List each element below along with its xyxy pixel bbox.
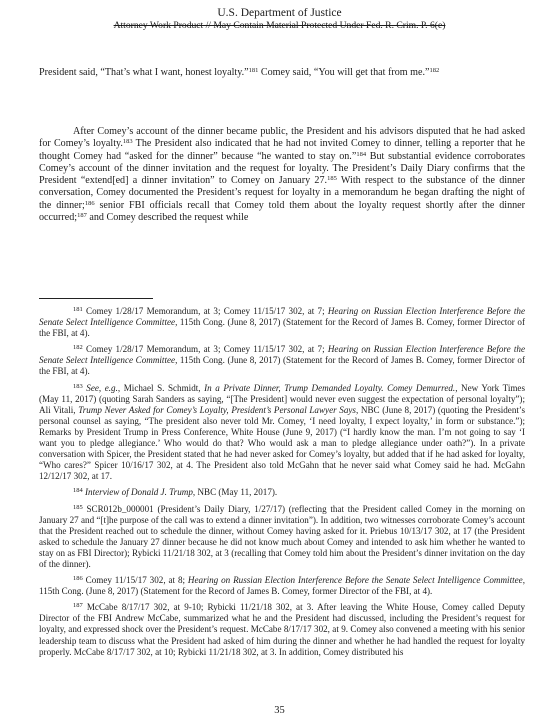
- footnote-text: Comey 11/15/17 302, at 8;: [82, 575, 188, 586]
- privilege-marking-struck: Attorney Work Product // May Contain Material Protected Under Fed. R. Crim. P. 6(e): [113, 20, 446, 31]
- footnote-184: [39, 487, 525, 498]
- footnote-text: , NBC (June 8, 2017) (quoting the President’s personal counsel as saying, “The president also never told Mr. Comey, ‘I need loyalty, I expect loyalty,’ in form or substance.”); Remarks by President Trump in Press Conference, White House (June 9, 2017) (“I hardly know the man. I’m not going to say ‘I want you to pledge allegiance.’ Who would do that? Who would ask a man to pledge allegiance under oath?”). In a private conversation with Spicer, the President stated that he had never asked for Comey’s loyalty, but added that if he had asked for loyalty, “Who cares?” Spicer 10/16/17 302, at 4. The President also told McGahn that he never said what Comey said he had. McGahn 12/12/17 302, at 17.: [39, 404, 525, 482]
- body-text: Comey said, “You will get that from me.”: [258, 67, 430, 78]
- footnote-ref-186: 186: [84, 199, 95, 207]
- footnotes: [39, 306, 525, 663]
- footnote-number: 185: [73, 503, 83, 511]
- body-text: President said, “That’s what I want, honest loyalty.”: [39, 67, 249, 78]
- footnote-text: , 115th Cong. (June 8, 2017) (Statement for the Record of James B. Comey, former Director of the FBI, at 4).: [39, 355, 526, 377]
- footnote-text: , NBC (May 11, 2017).: [192, 487, 278, 498]
- footnote-ref-184: 184: [356, 150, 367, 158]
- footnote-text: Comey 1/28/17 Memorandum, at 3; Comey 11/15/17 302, at 7;: [82, 344, 328, 355]
- page-number: 35: [274, 705, 285, 716]
- footnote-citation-title: Hearing on Russian Election Interference Before the Senate Select Intelligence Committee: [39, 306, 525, 328]
- footnote-ref-185: 185: [327, 175, 337, 183]
- footnote-citation-title: In a Private Dinner, Trump Demanded Loyalty. Comey Demurred.: [204, 382, 456, 393]
- body-text: and Comey described the request while: [86, 212, 249, 224]
- footnote-number: 187: [73, 602, 83, 610]
- footnote-text: , Michael S. Schmidt,: [117, 382, 205, 393]
- department-heading: U.S. Department of Justice: [217, 7, 342, 19]
- footnote-text: , 115th Cong. (June 8, 2017) (Statement for the Record of James B. Comey, former Director of the FBI, at 4).: [39, 317, 526, 339]
- body-text: But substantial evidence corroborates Comey’s account of the dinner invitation and the request for loyalty. The President’s Daily Diary confirms that the President “extend[ed] a dinner invitation” to Comey on January 27.: [39, 150, 525, 187]
- footnote-text: , New York Times (May 11, 2017) (quoting Sarah Sanders as saying, “[The President] would never even suggest the expectation of personal loyalty”); Ali Vitali,: [39, 382, 525, 415]
- footnote-number: 186: [73, 575, 83, 583]
- footnote-ref-181: 181: [248, 67, 259, 74]
- body-text: The President also indicated that he had not invited Comey to dinner, telling a reporter that he thought Comey had “asked for the dinner” because “he wanted to stay on.”: [39, 138, 526, 162]
- footnote-text: SCR012b_000001 (President’s Daily Diary, 1/27/17) (reflecting that the President called Comey in the morning on January 27 and “[t]he purpose of the call was to extend a dinner invitation”). In addition, two witnesses corroborate Comey’s account that the President reached out to schedule the dinner, without Comey having asked for it. Priebus 10/13/17 302, at 17 (the President asked to schedule the January 27 dinner because he did not know much about Comey and intended to ask him whether he wanted to stay on as FBI Director); Rybicki 11/21/18 302, at 3 (recalling that Comey told him about the President’s dinner invitation on the day of the dinner).: [39, 503, 525, 569]
- footnote-187: [39, 602, 525, 657]
- footnote-text: Comey 1/28/17 Memorandum, at 3; Comey 11/15/17 302, at 7;: [82, 306, 328, 316]
- footnote-181: [39, 306, 525, 339]
- footnote-citation-title: Hearing on Russian Election Interference Before the Senate Select Intelligence Committee: [187, 575, 523, 586]
- footnote-text: McCabe 8/17/17 302, at 9-10; Rybicki 11/21/18 302, at 3. After leaving the White House, Comey called Deputy Director of the FBI Andrew McCabe, summarized what he and the President had discussed, including the President’s request for loyalty, and expressed shock over the President’s request. McCabe 8/17/17 302, at 9. Comey also convened a meeting with his senior leadership team to discuss what the President had asked of him during the dinner and whether he had handled the request for loyalty properly. McCabe 8/17/17 302, at 10; Rybicki 11/21/18 302, at 3. In addition, Comey distributed his: [39, 602, 525, 657]
- footnote-185: [39, 504, 525, 571]
- body-paragraph-2: [39, 126, 525, 224]
- body-text: After Comey’s account of the dinner became public, the President and his advisors disputed that he had asked for Comey’s loyalty.: [39, 126, 525, 150]
- footnote-182: [39, 344, 525, 377]
- footnote-ref-182: 182: [429, 67, 440, 74]
- footnote-citation-title: Trump Never Asked for Comey’s Loyalty, President’s Personal Lawyer Says: [78, 404, 356, 415]
- footnote-number: 181: [73, 306, 83, 313]
- footnote-citation-title: Hearing on Russian Election Interference Before the Senate Select Intelligence Committee: [39, 344, 525, 366]
- footnote-183: [39, 383, 525, 483]
- footnote-text: , 115th Cong. (June 8, 2017) (Statement for the Record of James B. Comey, former Director of the FBI, at 4).: [39, 575, 525, 597]
- footnote-separator: [39, 298, 153, 299]
- footnote-186: [39, 575, 525, 597]
- footnote-signal: See, e.g.: [82, 382, 118, 393]
- footnote-number: 182: [73, 344, 83, 352]
- footnote-citation-title: Interview of Donald J. Trump: [85, 487, 193, 498]
- footnote-ref-183: 183: [122, 138, 133, 146]
- footnote-number: 183: [73, 382, 83, 390]
- footnote-ref-187: 187: [77, 212, 87, 220]
- body-paragraph-1: [39, 67, 525, 79]
- footnote-number: 184: [73, 487, 83, 495]
- page-header: [0, 6, 559, 32]
- body-text: senior FBI officials recall that Comey told them about the loyalty request shortly after the dinner occurred;: [39, 199, 526, 224]
- body-text: With respect to the substance of the dinner conversation, Comey documented the President’s request for loyalty in a memorandum he began drafting the night of the dinner;: [39, 175, 525, 211]
